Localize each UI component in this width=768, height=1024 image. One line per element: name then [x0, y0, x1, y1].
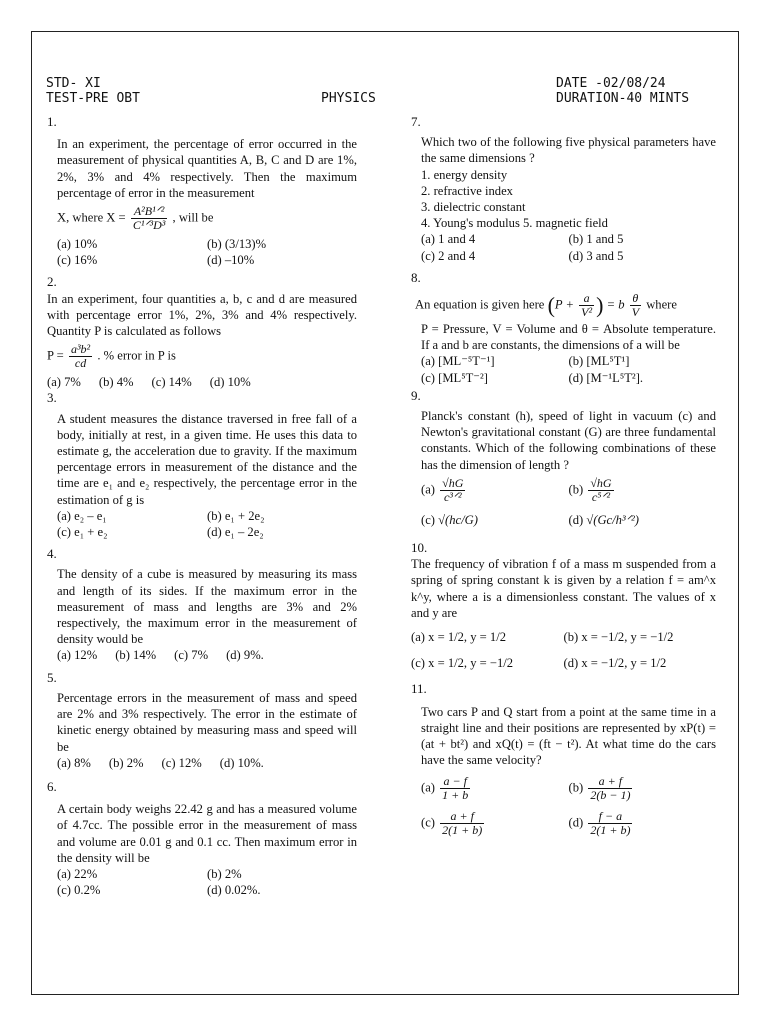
fraction: [588, 810, 632, 837]
options: [411, 477, 716, 528]
std-label: STD- XI: [46, 76, 101, 91]
option-a[interactable]: (a) 7%: [47, 375, 81, 390]
option-c[interactable]: (c) 7%: [174, 648, 209, 663]
formula-prefix: P =: [47, 348, 64, 363]
option-expression: √(Gc/h³ᐟ²): [586, 512, 640, 527]
list-item: 2. refractive index: [421, 183, 513, 198]
option-d[interactable]: (d) e₁ – 2e₂: [207, 525, 264, 540]
denominator: c⁵ᐟ²: [591, 489, 611, 504]
paren-close: ): [596, 292, 604, 318]
option-b[interactable]: (b) (3/13)%: [207, 237, 267, 252]
list-item: 3. dielectric constant: [421, 200, 526, 215]
option-d[interactable]: (d) 10%.: [219, 755, 264, 770]
denominator: V²: [581, 305, 593, 320]
equation-term: P +: [554, 297, 575, 312]
option-label: (a): [421, 779, 435, 794]
option-b[interactable]: (b) 1 and 5: [568, 232, 624, 247]
numerator: √hG: [442, 475, 464, 490]
question-number: 4.: [47, 546, 57, 562]
denominator: V: [631, 305, 640, 320]
numerator: a: [579, 292, 594, 306]
right-column: [411, 114, 716, 837]
duration-label: DURATION-40 MINTS: [556, 91, 690, 106]
list-item: 1. energy density: [421, 167, 508, 182]
options: [47, 647, 357, 663]
option-a[interactable]: (a) 12%: [57, 648, 98, 663]
option-d[interactable]: (d) x = −1/2, y = 1/2: [563, 656, 667, 671]
option-a[interactable]: (a) e₂ – e₁: [57, 508, 107, 523]
question-5: [47, 670, 357, 771]
option-b[interactable]: [569, 775, 717, 802]
denominator: C¹ᐟ³D³: [132, 218, 166, 233]
option-c[interactable]: (c) 0.2%: [57, 883, 101, 898]
option-a[interactable]: (a) 10%: [57, 237, 98, 252]
option-c[interactable]: (c) 12%: [161, 755, 202, 770]
option-c[interactable]: (c) 2 and 4: [421, 248, 476, 263]
question-number: 11.: [411, 681, 427, 697]
formula-suffix: . % error in P is: [97, 348, 176, 363]
numerator: θ: [630, 292, 641, 306]
question-10: [411, 540, 716, 671]
question-text: The frequency of vibration f of a mass m suspended from a spring of spring constant k is given by a relation f = am^x k^y, where a is a dimensionless constant. The values of x and y are: [411, 557, 716, 620]
question-3: [47, 390, 357, 540]
denominator: cd: [74, 356, 87, 371]
option-d[interactable]: (d) [M⁻¹L⁵T²].: [568, 370, 644, 385]
option-c[interactable]: [421, 512, 569, 528]
question-number: 9.: [411, 387, 421, 403]
question-text: In an experiment, four quantities a, b, c and d are measured with percentage error 1%, 2%, 3% and 4% respectively. Quantity P is calculated as follows: [47, 291, 357, 339]
option-expression: √(hc/G): [438, 512, 478, 527]
options: [411, 231, 716, 263]
option-a[interactable]: (a) 22%: [57, 866, 98, 881]
question-number: 1.: [47, 114, 57, 129]
question-11: [411, 681, 716, 836]
options: [47, 755, 357, 771]
option-b[interactable]: (b) e₁ + 2e₂: [207, 508, 265, 523]
options: [411, 629, 716, 671]
equation-prefix: An equation is given here: [415, 297, 545, 312]
question-text: Two cars P and Q start from a point at the same time in a straight line and their positions are represented by xP(t) = (at + bt²) and xQ(t) = (ft − t²). At what time do the cars have the same velocity?: [421, 704, 716, 768]
option-label: (c): [421, 814, 435, 829]
fraction: [588, 775, 632, 802]
option-b[interactable]: (b) 4%: [98, 375, 134, 390]
option-label: (d): [568, 814, 584, 829]
formula-prefix: X, where X =: [57, 210, 126, 225]
option-c[interactable]: [421, 810, 569, 837]
option-b[interactable]: [569, 477, 717, 504]
numerator: √hG: [590, 475, 612, 490]
subject-label: PHYSICS: [321, 91, 376, 106]
option-label: (b): [568, 482, 584, 497]
test-label: TEST-PRE OBT: [46, 91, 140, 106]
options: [47, 374, 357, 390]
question-text: In an experiment, the percentage of error occurred in the measurement of physical quantities A, B, C and D are 1%, 2%, 3% and 4% respectively. Then the maximum percentage of error in the measurement: [57, 137, 357, 200]
question-1: [47, 114, 357, 268]
question-text: Percentage errors in the measurement of mass and speed are 2% and 3% respectively. The error in the estimate of kinetic energy obtained by measuring mass and speed will be: [57, 690, 357, 754]
option-label: (b): [568, 779, 584, 794]
option-b[interactable]: (b) 2%: [207, 866, 242, 881]
option-c[interactable]: (c) 14%: [151, 375, 192, 390]
question-number: 2.: [47, 274, 57, 290]
question-number: 7.: [411, 114, 421, 129]
question-text: The density of a cube is measured by measuring its mass and length of its sides. If the maximum error in the measurement of mass and lengths are 3% and 2% respectively, the maximum error in the measurement of density would be: [57, 567, 357, 647]
option-a[interactable]: (a) [ML⁻⁵T⁻¹]: [421, 354, 495, 369]
denominator: 2(b − 1): [590, 787, 631, 802]
option-b[interactable]: (b) 2%: [108, 755, 144, 770]
options: [411, 775, 716, 837]
options: [47, 236, 357, 268]
options: [47, 866, 357, 898]
numerator: a + f: [588, 775, 632, 789]
numerator: a − f: [440, 775, 470, 789]
formula: [47, 205, 357, 232]
denominator: c³ᐟ²: [443, 489, 462, 504]
question-text: Which two of the following five physical parameters have the same dimensions ?: [421, 135, 716, 166]
option-label: (d): [568, 512, 584, 527]
question-number: 8.: [411, 269, 421, 285]
formula-suffix: , will be: [172, 210, 214, 225]
fraction: [440, 775, 470, 802]
fraction: [69, 343, 92, 370]
options: [411, 353, 716, 385]
list-item: 4. Young's modulus 5. magnetic field: [421, 216, 608, 231]
formula: [47, 343, 357, 370]
option-a[interactable]: (a) 8%: [57, 755, 91, 770]
option-b[interactable]: (b) x = −1/2, y = −1/2: [563, 630, 674, 645]
option-b[interactable]: (b) [ML⁵T¹]: [568, 354, 630, 369]
left-column: [47, 114, 357, 898]
option-d[interactable]: [569, 512, 717, 528]
paren-open: (: [547, 292, 555, 318]
question-text: P = Pressure, V = Volume and θ = Absolute temperature. If a and b are constants, the dimensions of a will be: [421, 322, 716, 353]
fraction: [440, 477, 465, 504]
question-text: Planck's constant (h), speed of light in vacuum (c) and Newton's gravitational constant (G) are three fundamental constants. Which of the following combinations of these has the dimension of length ?: [421, 409, 716, 472]
equation-term: = b: [606, 297, 625, 312]
option-c[interactable]: (c) e₁ + e₂: [57, 525, 108, 540]
denominator: 2(1 + b): [590, 822, 631, 837]
question-number: 10.: [411, 540, 428, 556]
denominator: 1 + b: [442, 787, 469, 802]
option-a[interactable]: (a) 1 and 4: [421, 232, 476, 247]
fraction: [440, 810, 484, 837]
option-c[interactable]: (c) 16%: [57, 253, 98, 268]
numerator: A²B¹ᐟ²: [131, 205, 168, 219]
option-label: (c): [421, 512, 435, 527]
option-d[interactable]: (d) 0.02%.: [207, 883, 261, 898]
numerator: a³b²: [70, 342, 91, 357]
fraction: [579, 292, 594, 319]
question-6: [47, 779, 357, 898]
equation: [411, 292, 716, 319]
numerator: a + f: [440, 810, 484, 824]
option-d[interactable]: (d) 3 and 5: [568, 248, 624, 263]
question-4: [47, 546, 357, 663]
question-2: [47, 274, 357, 390]
date-label: DATE -02/08/24: [556, 76, 666, 91]
option-c[interactable]: (c) x = 1/2, y = −1/2: [411, 656, 514, 671]
option-d[interactable]: (d) –10%: [207, 253, 255, 268]
question-9: [411, 388, 716, 528]
option-c[interactable]: (c) [ML⁵T⁻²]: [421, 370, 488, 385]
question-number: 5.: [47, 669, 57, 685]
fraction: [131, 205, 168, 232]
option-b[interactable]: (b) 14%: [115, 648, 157, 663]
equation-suffix: where: [646, 297, 677, 312]
question-number: 3.: [47, 390, 57, 406]
option-label: (a): [421, 482, 435, 497]
options: [47, 508, 357, 540]
parameter-list: [411, 167, 716, 232]
option-d[interactable]: [569, 810, 717, 837]
denominator: 2(1 + b): [442, 822, 483, 837]
option-a[interactable]: [421, 477, 569, 504]
header: [46, 76, 706, 106]
question-text: A certain body weighs 22.42 g and has a measured volume of 4.7cc. The possible error in the measurement of mass and volume are 0.01 g and 0.1 cc. Then maximum error in the density will be: [57, 802, 357, 865]
option-a[interactable]: (a) x = 1/2, y = 1/2: [411, 630, 507, 645]
fraction: [588, 477, 613, 504]
question-7: [411, 114, 716, 264]
numerator: f − a: [588, 810, 632, 824]
option-d[interactable]: (d) 10%: [209, 375, 251, 390]
option-d[interactable]: (d) 9%.: [226, 648, 264, 663]
question-8: [411, 270, 716, 386]
question-number: 6.: [47, 778, 57, 794]
option-a[interactable]: [421, 775, 569, 802]
question-text: A student measures the distance traversed in free fall of a body, initially at rest, in a given time. He uses this data to estimate g, the acceleration due to gravity. If the maximum percentage errors in measurement of the distance and the time are e₁ and e₂ respectively, the percentage error in the estimation of g is: [57, 411, 357, 507]
fraction: [630, 292, 641, 319]
